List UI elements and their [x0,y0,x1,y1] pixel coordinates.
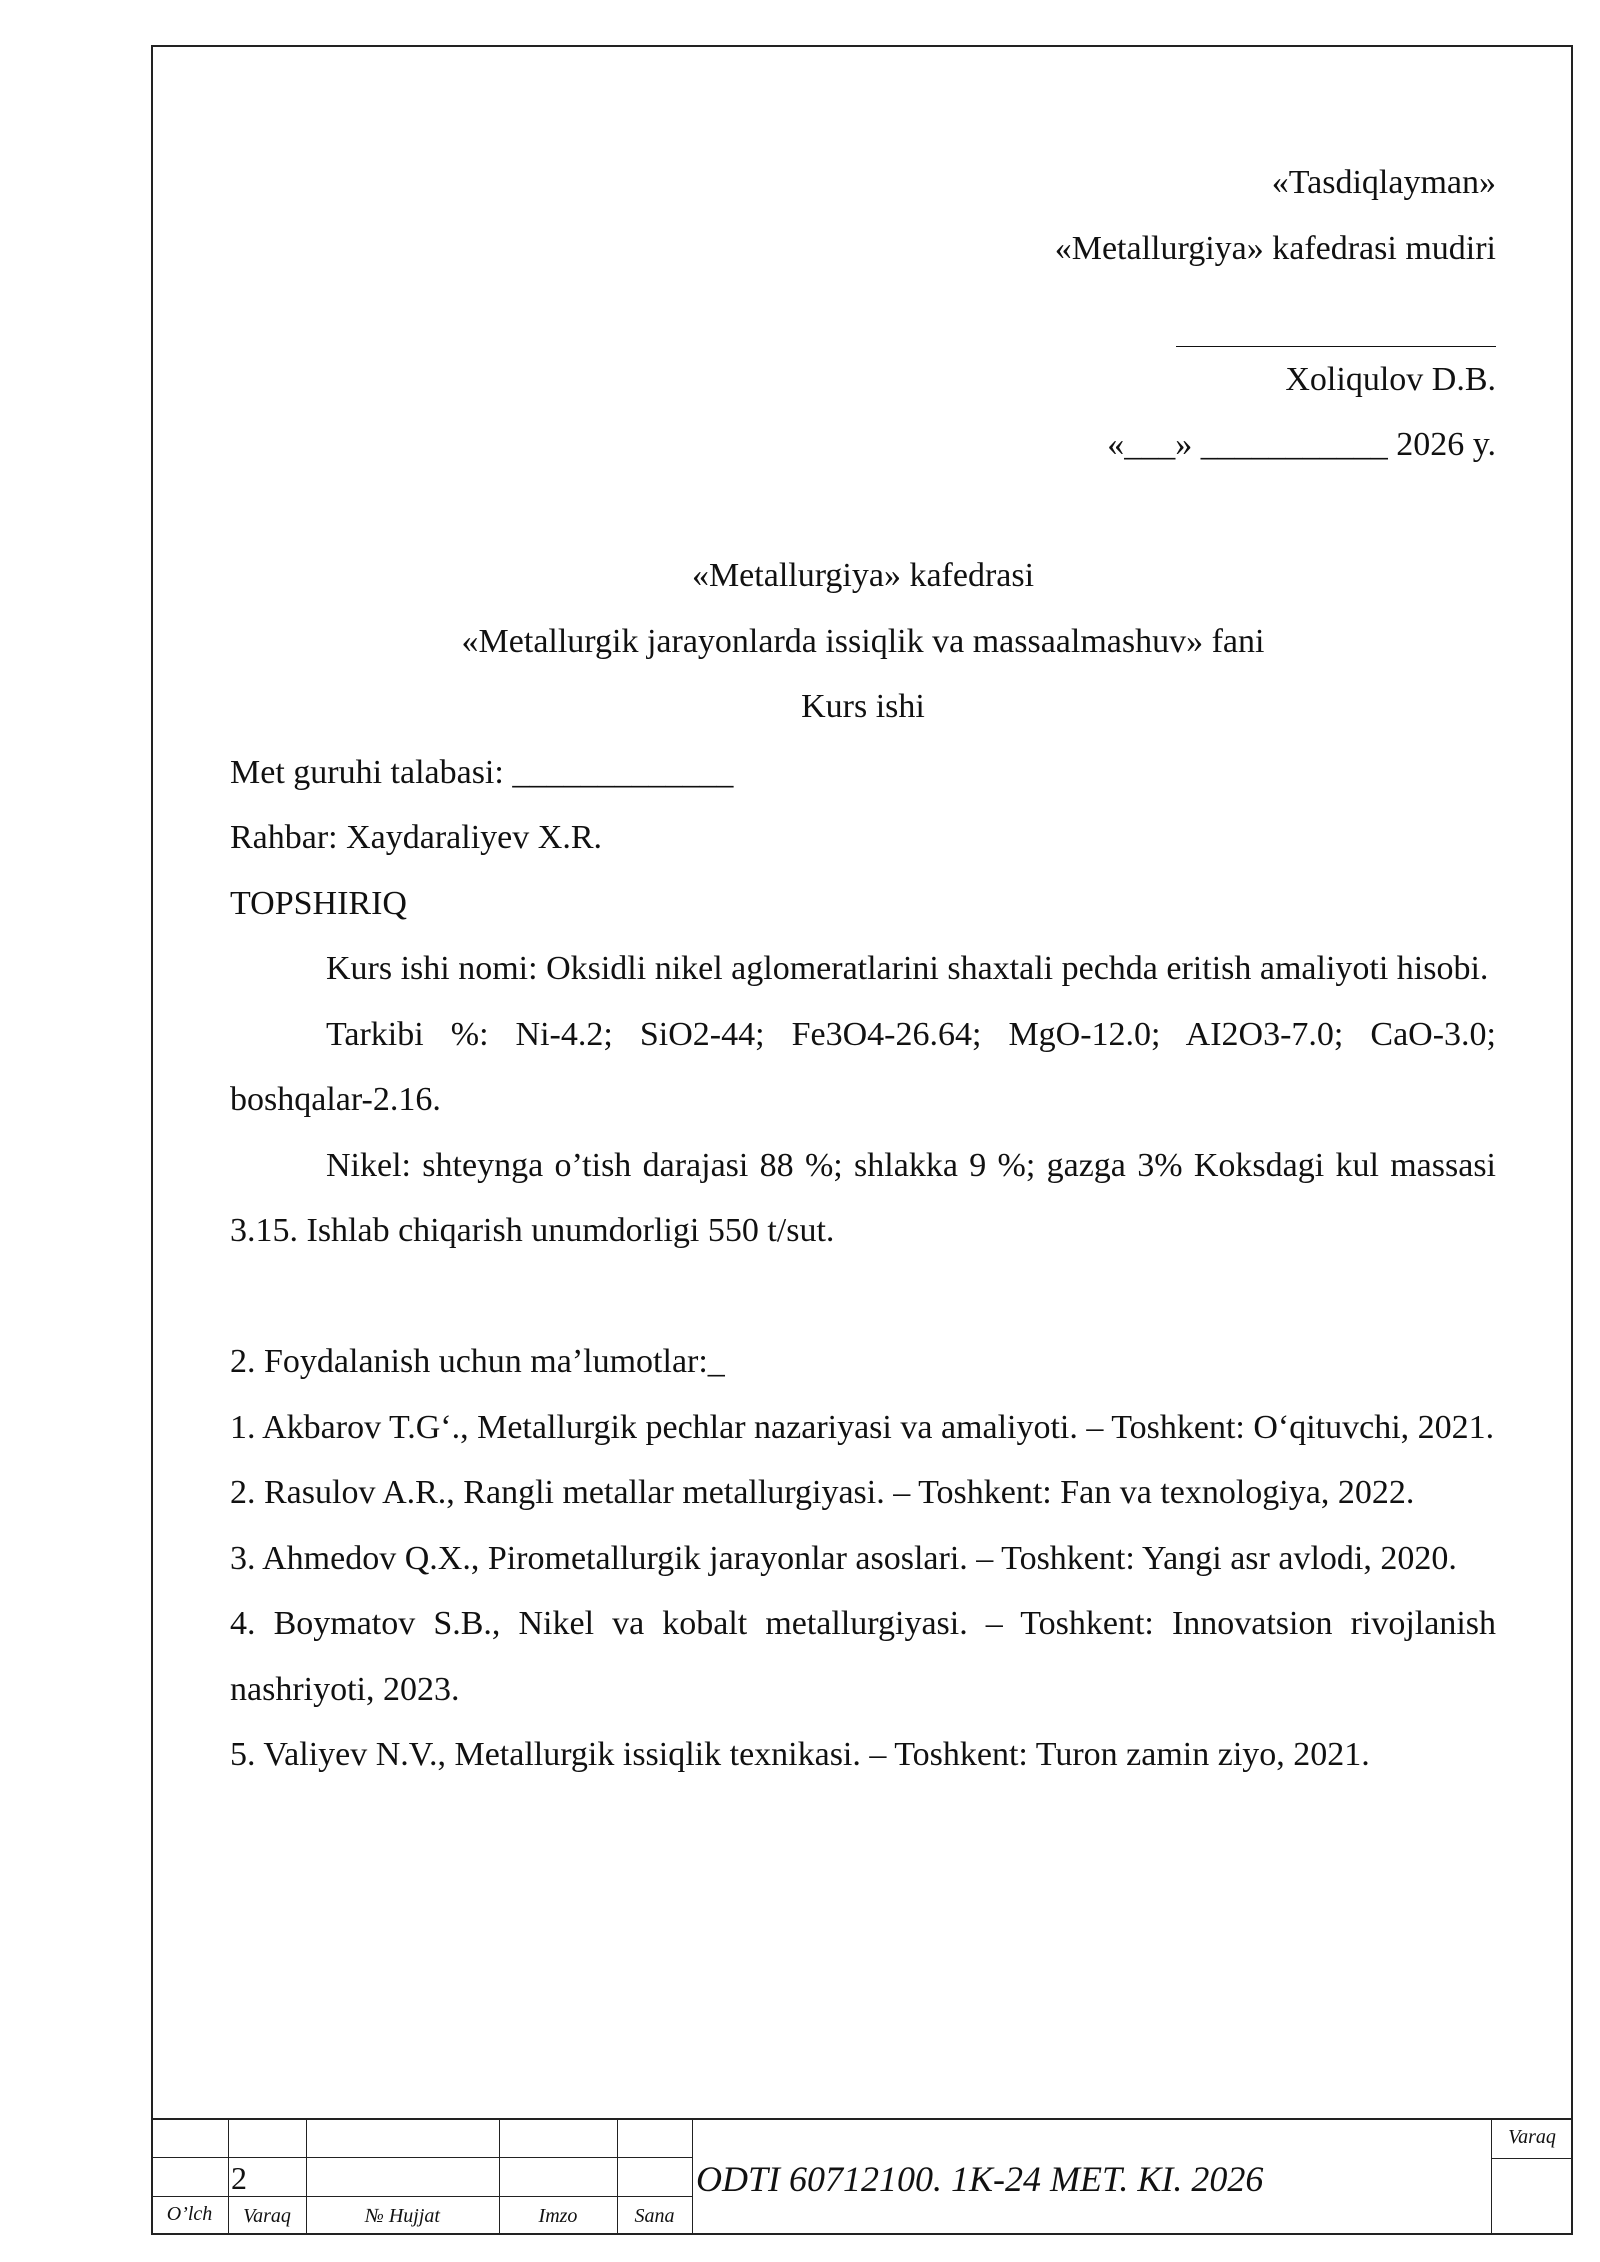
composition-paragraph: Tarkibi %: Ni-4.2; SiO2-44; Fe3O4-26.64; MgO-12.0; AI2O3-7.0; CaO-3.0; boshqalar-2.16. [230,1015,1496,1118]
label-olch: O’lch [166,2203,213,2225]
subject-title: «Metallurgik jarayonlarda issiqlik va massaalmashuv» fani [461,622,1265,660]
signature-blank [1176,304,1496,347]
label-sana: Sana [634,2205,675,2227]
task-heading: TOPSHIRIQ [230,884,407,922]
reference-item: 2. Rasulov A.R., Rangli metallar metallurgiyasi. – Toshkent: Fan va texnologiya, 2022. [230,1474,1415,1511]
reference-item: 3. Ahmedov Q.X., Pirometallurgik jarayonlar asoslari. – Toshkent: Yangi asr avlodi, 2020. [230,1539,1457,1577]
approval-position: «Metallurgiya» kafedrasi mudiri [1054,229,1496,267]
department-title: «Metallurgiya» kafedrasi [691,557,1035,594]
label-imzo: Imzo [538,2205,578,2227]
approval-date: «___» ___________ 2026 y. [1107,426,1496,463]
reference-item: 5. Valiyev N.V., Metallurgik issiqlik texnikasi. – Toshkent: Turon zamin ziyo, 2021. [230,1736,1370,1773]
document-code: ODTI 60712100. 1K-24 MET. KI. 2026 [696,2159,1264,2199]
spacer [230,1264,1496,1330]
sheet-number: 2 [231,2160,247,2196]
reference-item: 1. Akbarov T.G‘., Metallurgik pechlar nazariyasi va amaliyoti. – Toshkent: O‘qituvchi, 2021. [230,1408,1495,1446]
student-line: Met guruhi talabasi: _____________ [230,753,734,791]
title-block-stamp [151,2118,1573,2235]
references-heading: 2. Foydalanish uchun ma’lumotlar:_ [230,1343,725,1380]
label-varaq: Varaq [243,2205,291,2227]
label-hujjat: № Hujjat [365,2205,440,2227]
approval-title: «Tasdiqlayman» [1271,164,1496,201]
document-body [230,150,1496,1788]
work-type: Kurs ishi [801,688,925,725]
approval-signature-line [230,281,1496,347]
reference-item: 4. Boymatov S.B., Nikel va kobalt metallurgiyasi. – Toshkent: Innovatsion rivojlanish nashriyoti, 2023. [230,1605,1496,1708]
task-title-paragraph: Kurs ishi nomi: Oksidli nikel aglomeratlarini shaxtali pechda eritish amaliyoti hisobi. [326,950,1489,987]
supervisor-line: Rahbar: Xaydaraliyev X.R. [230,819,602,856]
spacer [230,478,1496,544]
approval-name: Xoliqulov D.B. [1285,360,1496,398]
stamp-divider [692,2120,693,2235]
label-varaq-right: Varaq [1508,2126,1556,2148]
nickel-paragraph: Nikel: shteynga o’tish darajasi 88 %; shlakka 9 %; gazga 3% Koksdagi kul massasi 3.15. Ishlab chiqarish unumdorligi 550 t/sut. [230,1146,1496,1249]
stamp-row-line [151,2157,692,2158]
